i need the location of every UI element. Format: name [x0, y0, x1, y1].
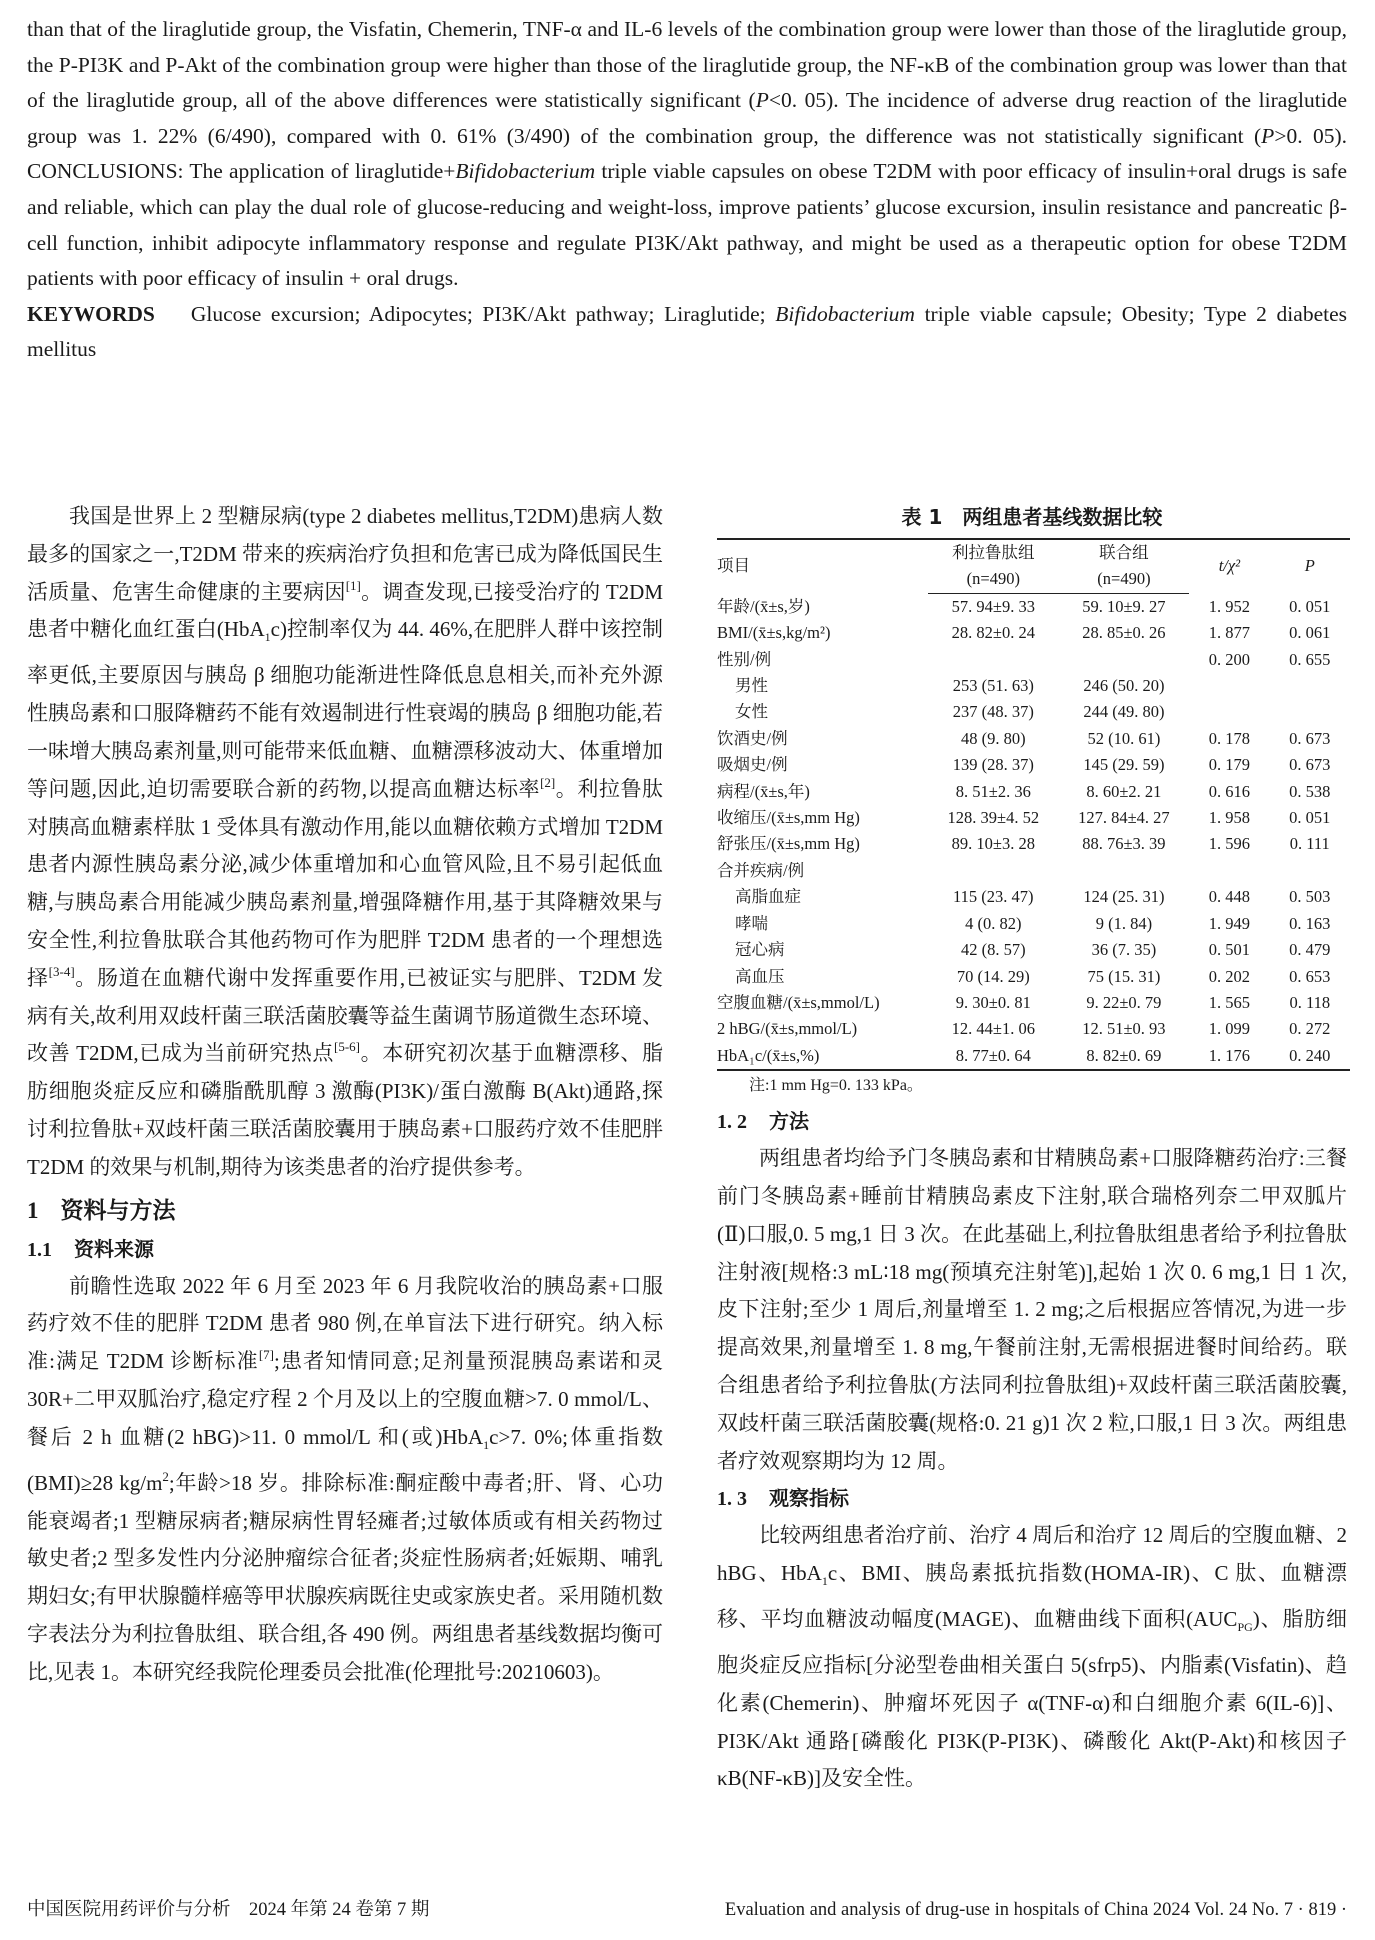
cell-g1: 57. 94±9. 33: [951, 596, 1035, 616]
cell-item: 年龄/(x̄±s,岁): [717, 596, 810, 616]
cell-g1: 237 (48. 37): [952, 702, 1034, 722]
table-row: [717, 779, 1350, 805]
col-header-group2: 联合组: [1059, 539, 1190, 566]
cell-p: [1270, 858, 1350, 884]
cell-item: 2 hBG/(x̄±s,mmol/L): [717, 1019, 858, 1039]
section-heading-1-3: 1. 3 观察指标: [717, 1486, 849, 1511]
table-title: 表 1 两组患者基线数据比较: [901, 505, 1163, 529]
cell-g2: [1059, 858, 1190, 884]
cell-p: 0. 118: [1289, 992, 1331, 1012]
section-heading-1: 1 资料与方法: [27, 1197, 176, 1224]
cell-t: 0. 616: [1208, 781, 1251, 801]
keywords-label: KEYWORDS: [27, 301, 155, 326]
cell-p: 0. 163: [1289, 913, 1331, 933]
cell-t: 0. 501: [1208, 940, 1251, 960]
cell-p: 0. 655: [1289, 649, 1331, 669]
cell-g2: 8. 60±2. 21: [1086, 781, 1162, 801]
cell-t: 1. 099: [1208, 1019, 1251, 1039]
table-row: [717, 699, 1350, 725]
cell-g2: 9 (1. 84): [1095, 913, 1153, 933]
table-row: [717, 805, 1350, 831]
col-header-stat: t/χ²: [1189, 539, 1269, 593]
abstract-results-conclusions: than that of the liraglutide group, the Visfatin, Chemerin, TNF-α and IL-6 levels of the combination group were lower than those of the liraglutide group, the P-PI3K and P-Akt of the combination group were higher than those of the liraglutide group, the NF-κB of the combination group was lower than that of the liraglutide group, all of the above differences were statistically significant (P<0. 05). The incidence of adverse drug reaction of the liraglutide group was 1. 22% (6/490), compared with 0. 61% (3/490) of the combination group, the difference was not statistically significant (P>0. 05). CONCLUSIONS: The application of liraglutide+Bifidobacterium triple viable capsules on obese T2DM with poor efficacy of insulin+oral drugs is safe and reliable, which can play the dual role of glucose-reducing and weight-loss, improve patients’ glucose excursion, insulin resistance and pancreatic β-cell function, inhibit adipocyte inflammatory response and regulate PI3K/Akt pathway, and might be used as a therapeutic option for obese T2DM patients with poor efficacy of insulin + oral drugs.: [27, 17, 1348, 291]
cell-g2: 244 (49. 80): [1083, 702, 1165, 722]
cell-p: 0. 272: [1289, 1019, 1331, 1039]
cell-t: 0. 202: [1208, 966, 1251, 986]
cell-item: 高脂血症: [735, 887, 801, 907]
baseline-table: [717, 538, 1350, 1071]
cell-item: 高血压: [735, 966, 785, 986]
cell-p: 0. 061: [1289, 623, 1331, 643]
table-row: [717, 990, 1350, 1016]
cell-item: 合并疾病/例: [717, 860, 805, 880]
cell-item: 舒张压/(x̄±s,mm Hg): [717, 834, 860, 854]
section-heading-1-2: 1. 2 方法: [717, 1109, 809, 1134]
table-row: [717, 884, 1350, 910]
cell-item: 男性: [735, 676, 768, 696]
table-row: [717, 1043, 1350, 1070]
cell-p: 0. 051: [1289, 808, 1331, 828]
cell-item: BMI/(x̄±s,kg/m²): [717, 623, 831, 643]
cell-g1: 115 (23. 47): [953, 887, 1034, 907]
cell-t: 1. 176: [1189, 1043, 1269, 1070]
cell-g1: 48 (9. 80): [960, 728, 1026, 748]
table-row: [717, 647, 1350, 673]
cell-item: 冠心病: [735, 940, 785, 960]
source-paragraph: 前瞻性选取 2022 年 6 月至 2023 年 6 月我院收治的胰岛素+口服药疗效不佳的肥胖 T2DM 患者 980 例,在单盲法下进行研究。纳入标准:满足 T2DM 诊断标准[7];患者知情同意;足剂量预混胰岛素诺和灵 30R+二甲双胍治疗,稳定疗程 2 个月及以上的空腹血糖>7. 0 mmol/L、餐后 2 h 血糖(2 hBG)>11. 0 mmol/L 和(或)HbA$_1$c>7. 0%;体重指数(BMI)≥28 kg/m$^2$;年龄>18 岁。排除标准:酮症酸中毒者;肝、肾、心功能衰竭者;1 型糖尿病者;糖尿病性胃轻瘫者;过敏体质或有相关药物过敏史者;2 型多发性内分泌肿瘤综合征者;炎症性肠病者;妊娠期、哺乳期妇女;有甲状腺髓样癌等甲状腺疾病既往史或家族史者。采用随机数字表法分为利拉鲁肽组、联合组,各 490 例。两组患者基线数据均衡可比,见表 1。本研究经我院伦理委员会批准(伦理批号:20210603)。: [27, 1273, 664, 1684]
cell-t: 1. 958: [1208, 808, 1251, 828]
cell-p: [1270, 699, 1350, 725]
cell-item: 病程/(x̄±s,年): [717, 781, 810, 801]
cell-t: 0. 178: [1208, 728, 1251, 748]
footer-journal-en: Evaluation and analysis of drug-use in hospitals of China 2024 Vol. 24 No. 7 · 819 ·: [724, 1900, 1347, 1920]
footer-journal-cn: 中国医院用药评价与分析 2024 年第 24 卷第 7 期: [27, 1900, 430, 1920]
table-row: [717, 1016, 1350, 1042]
cell-t: 1. 952: [1208, 596, 1251, 616]
cell-p: 0. 673: [1289, 728, 1331, 748]
table-row: [717, 673, 1350, 699]
cell-g2: 52 (10. 61): [1087, 728, 1161, 748]
table-row: [717, 911, 1350, 937]
cell-item: 饮酒史/例: [717, 728, 788, 748]
cell-p: 0. 111: [1289, 834, 1330, 854]
cell-g1: 28. 82±0. 24: [951, 623, 1035, 643]
col-header-group1-n: (n=490): [928, 566, 1059, 593]
citation[interactable]: [3-4]: [48, 963, 75, 979]
table-row: [717, 752, 1350, 778]
cell-g1: 9. 30±0. 81: [955, 992, 1031, 1012]
cell-g1: 70 (14. 29): [956, 966, 1030, 986]
cell-g1: 12. 44±1. 06: [951, 1019, 1035, 1039]
cell-t: 1. 565: [1208, 992, 1251, 1012]
cell-g1: [928, 647, 1059, 673]
cell-g1: 42 (8. 57): [960, 940, 1026, 960]
table-row: [717, 620, 1350, 646]
cell-g1: 139 (28. 37): [952, 755, 1034, 775]
table-row: [717, 858, 1350, 884]
citation[interactable]: [2]: [540, 774, 556, 790]
table-row: [717, 831, 1350, 857]
cell-g2: 9. 22±0. 79: [1086, 992, 1162, 1012]
cell-p: [1270, 673, 1350, 699]
cell-p: 0. 673: [1289, 755, 1331, 775]
cell-g2: [1059, 647, 1190, 673]
cell-g2: 59. 10±9. 27: [1082, 596, 1166, 616]
cell-item: 哮喘: [735, 913, 768, 933]
cell-item: 收缩压/(x̄±s,mm Hg): [717, 808, 860, 828]
cell-t: 0. 448: [1208, 887, 1251, 907]
cell-t: 1. 949: [1208, 913, 1251, 933]
observation-paragraph: 比较两组患者治疗前、治疗 4 周后和治疗 12 周后的空腹血糖、2 hBG、HbA$_1$c、BMI、胰岛素抵抗指数(HOMA-IR)、C 肽、血糖漂移、平均血糖波动幅度(MAGE)、血糖曲线下面积$(AUC_{PG})$、脂肪细胞炎症反应指标[分泌型卷曲相关蛋白 5(sfrp5)、内脂素(Visfatin)、趋化素(Chemerin)、肿瘤坏死因子 α(TNF-α)和白细胞介素 6(IL-6)]、PI3K/Akt 通路[磷酸化 PI3K(P-PI3K)、磷酸化 Akt(P-Akt)和核因子 κB(NF-κB)]及安全性。: [717, 1523, 1347, 1791]
cell-item: 吸烟史/例: [717, 755, 788, 775]
cell-item: 女性: [735, 702, 768, 722]
cell-g1: 89. 10±3. 28: [951, 834, 1035, 854]
cell-g2: 36 (7. 35): [1091, 940, 1157, 960]
cell-item: 性别/例: [717, 649, 772, 669]
cell-g2: 8. 82±0. 69: [1059, 1043, 1190, 1070]
keywords: KEYWORDS Glucose excursion; Adipocytes; PI3K/Akt pathway; Liraglutide; Bifidobacterium triple viable capsule; Obesity; Type 2 diabetes mellitus: [27, 301, 1347, 362]
cell-t: 1. 596: [1208, 834, 1251, 854]
table-row: [717, 937, 1350, 963]
cell-t: [1189, 673, 1269, 699]
col-header-p: P: [1270, 539, 1350, 593]
cell-g1: 128. 39±4. 52: [947, 808, 1040, 828]
col-header-item: 项目: [717, 539, 928, 593]
cell-g2: 127. 84±4. 27: [1078, 808, 1170, 828]
cell-p: 0. 503: [1289, 887, 1331, 907]
col-header-group1: 利拉鲁肽组: [928, 539, 1059, 566]
cell-g2: 246 (50. 20): [1083, 676, 1165, 696]
cell-g1: 253 (51. 63): [952, 676, 1034, 696]
citation[interactable]: [7]: [258, 1347, 274, 1363]
cell-item: 空腹血糖/(x̄±s,mmol/L): [717, 992, 880, 1012]
cell-t: [1189, 699, 1269, 725]
cell-p: 0. 240: [1270, 1043, 1350, 1070]
cell-g1: 8. 77±0. 64: [928, 1043, 1059, 1070]
cell-t: 1. 877: [1208, 623, 1251, 643]
table-row: [717, 964, 1350, 990]
cell-p: 0. 538: [1289, 781, 1331, 801]
cell-g2: 88. 76±3. 39: [1082, 834, 1166, 854]
right-column: [717, 502, 1347, 1798]
table-row: [717, 593, 1350, 620]
cell-g1: 4 (0. 82): [965, 913, 1022, 933]
intro-paragraph: 我国是世界上 2 型糖尿病(type 2 diabetes mellitus,T2DM)患病人数最多的国家之一,T2DM 带来的疾病治疗负担和危害已成为降低国民生活质量、危害生命健康的主要病因[1]。调查发现,已接受治疗的 T2DM 患者中糖化血红蛋白(HbA$_1$c)控制率仅为 44. 46%,在肥胖人群中该控制率更低,主要原因与胰岛 β 细胞功能渐进性降低息息相关,而补充外源性胰岛素和口服降糖药不能有效遏制进行性衰竭的胰岛 β 细胞功能,若一味增大胰岛素剂量,则可能带来低血糖、血糖漂移波动大、体重增加等问题,因此,迫切需要联合新的药物,以提高血糖达标率[2]。利拉鲁肽对胰高血糖素样肽 1 受体具有激动作用,能以血糖依赖方式增加 T2DM 患者内源性胰岛素分泌,减少体重增加和心血管风险,且不易引起低血糖,与胰岛素合用能减少胰岛素剂量,增强降糖作用,基于其降糖效果与安全性,利拉鲁肽联合其他药物可作为肥胖 T2DM 患者的一个理想选择[3-4]。肠道在血糖代谢中发挥重要作用,已被证实与肥胖、T2DM 发病有关,故利用双歧杆菌三联活菌胶囊等益生菌调节肠道微生态环境、改善 T2DM,已成为当前研究热点[5-6]。本研究初次基于血糖漂移、脂肪细胞炎症反应和磷脂酰肌醇 3 激酶(PI3K)/蛋白激酶 B(Akt)通路,探讨利拉鲁肽+双歧杆菌三联活菌胶囊用于胰岛素+口服药疗效不佳肥胖 T2DM 的效果与机制,期待为该类患者的治疗提供参考。: [27, 504, 664, 1179]
cell-p: 0. 653: [1289, 966, 1331, 986]
col-header-group2-n: (n=490): [1059, 566, 1190, 593]
cell-t: 0. 200: [1208, 649, 1251, 669]
cell-g1: 8. 51±2. 36: [955, 781, 1031, 801]
cell-t: 0. 179: [1208, 755, 1251, 775]
cell-g2: 145 (29. 59): [1083, 755, 1165, 775]
method-paragraph: 两组患者均给予门冬胰岛素和甘精胰岛素+口服降糖药治疗:三餐前门冬胰岛素+睡前甘精胰岛素皮下注射,联合瑞格列奈二甲双胍片(Ⅱ)口服,0. 5 mg,1 日 3 次。在此基础上,利拉鲁肽组患者给予利拉鲁肽注射液[规格:3 mL∶18 mg(预填充注射笔)],起始 1 次 0. 6 mg,1 日 1 次,皮下注射;至少 1 周后,剂量增至 1. 2 mg;之后根据应答情况,为进一步提高效果,剂量增至 1. 8 mg,午餐前注射,无需根据进餐时间给药。联合组患者给予利拉鲁肽(方法同利拉鲁肽组)+双歧杆菌三联活菌胶囊,双歧杆菌三联活菌胶囊(规格:0. 21 g)1 次 2 粒,口服,1 日 3 次。两组患者疗效观察期均为 12 周。: [717, 1146, 1347, 1473]
cell-g2: 75 (15. 31): [1087, 966, 1161, 986]
table-row: [717, 726, 1350, 752]
citation[interactable]: [1]: [345, 577, 361, 593]
table-note: 注:1 mm Hg=0. 133 kPa。: [749, 1077, 923, 1095]
cell-g2: 28. 85±0. 26: [1082, 623, 1166, 643]
cell-item: HbA₁c/(x̄±s,%): [717, 1043, 928, 1070]
cell-g1: [928, 858, 1059, 884]
citation[interactable]: [5-6]: [334, 1039, 361, 1055]
left-column: [27, 498, 663, 1691]
cell-t: [1189, 858, 1269, 884]
cell-g2: 124 (25. 31): [1083, 887, 1165, 907]
english-abstract: [27, 12, 1347, 368]
section-heading-1-1: 1.1 资料来源: [27, 1236, 154, 1261]
cell-g2: 12. 51±0. 93: [1082, 1019, 1166, 1039]
cell-p: 0. 479: [1289, 940, 1331, 960]
cell-p: 0. 051: [1289, 596, 1331, 616]
